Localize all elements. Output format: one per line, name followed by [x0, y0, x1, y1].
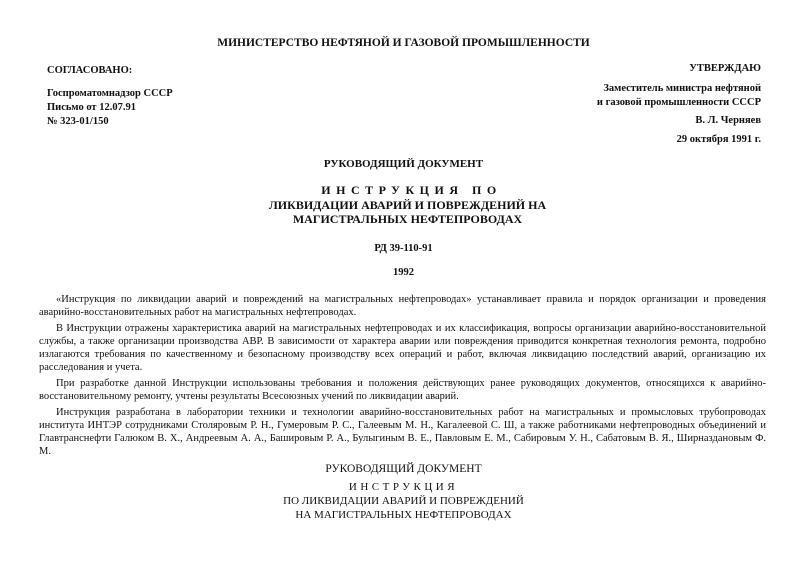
repeat-document-type: РУКОВОДЯЩИЙ ДОКУМЕНТ [325, 463, 482, 475]
repeat-title-line1: ИНСТРУКЦИЯ [348, 481, 459, 493]
approval-left-letter: Письмо от 12.07.91 [47, 102, 136, 113]
approval-right-label: УТВЕРЖДАЮ [689, 63, 761, 74]
document-code: РД 39-110-91 [374, 243, 433, 254]
approval-right-date: 29 октября 1991 г. [676, 134, 761, 145]
document-title-line3: МАГИСТРАЛЬНЫХ НЕФТЕПРОВОДАХ [292, 212, 523, 226]
body-paragraph: Инструкция разработана в лаборатории техники и технологии аварийно-восстановительных работ на магистральных и промысловых трубопроводах института ИНТЭР сотрудниками Столяровым Р. Н., Гумеровым Р. С., Галеевым М. Н., Кагалеевой С. Ш, а также работниками нефтепроводных объединений и Главтранснефти Галюком В. Х., Андреевым А. А., Башировым Р. А., Булыгиным В. Е., Павловым Е. М., Сабировым У. Н., Сабатовым В. Я., Ширназдановым Ф. М. [39, 407, 766, 457]
document-type: РУКОВОДЯЩИЙ ДОКУМЕНТ [323, 158, 484, 170]
approval-left-block [47, 63, 173, 129]
document-body [39, 293, 766, 461]
document-year: 1992 [393, 267, 414, 278]
approval-left-number: № 323-01/150 [47, 116, 109, 127]
approval-left-org: Госпроматомнадзор СССР [47, 88, 173, 99]
approval-right-position [597, 82, 761, 110]
repeat-title-line2: ПО ЛИКВИДАЦИИ АВАРИЙ И ПОВРЕЖДЕНИЙ [283, 495, 524, 507]
document-title-line1: ИНСТРУКЦИЯ ПО [321, 183, 502, 197]
ministry-header: МИНИСТЕРСТВО НЕФТЯНОЙ И ГАЗОВОЙ ПРОМЫШЛЕННОСТИ [217, 37, 590, 49]
body-paragraph: При разработке данной Инструкции использованы требования и положения действующих ранее руководящих документов, относящихся к аварийно-восстановительному ремонту, учтены результаты Всесоюзных учений по ликвидации аварий. [39, 378, 766, 402]
body-paragraph: «Инструкция по ликвидации аварий и повреждений на магистральных нефтепроводах» устанавливает правила и порядок организации и проведения аварийно-восстановительных работ на магистральных нефтепроводах. [39, 294, 766, 318]
repeat-title-line3: НА МАГИСТРАЛЬНЫХ НЕФТЕПРОВОДАХ [295, 509, 512, 521]
approval-right-position-line2: и газовой промышленности СССР [596, 97, 761, 108]
body-paragraph: В Инструкции отражены характеристика аварий на магистральных нефтепроводах и их классификация, вопросы организации аварийно-восстановительной службы, а также организации производства АВР. В зависимости от характера аварии или повреждения приводится конкретная технология ремонта, подробно излагаются требования по качественному и безопасному производству всех операций и работ, включая ликвидацию последствий аварий, организацию их расследования и учета. [39, 323, 766, 373]
approval-left-label: СОГЛАСОВАНО: [47, 65, 133, 76]
document-title-line2: ЛИКВИДАЦИИ АВАРИЙ И ПОВРЕЖДЕНИЙ НА [268, 198, 547, 212]
approval-right-position-line1: Заместитель министра нефтяной [603, 83, 761, 94]
approval-right-name: В. Л. Черняев [695, 115, 761, 126]
